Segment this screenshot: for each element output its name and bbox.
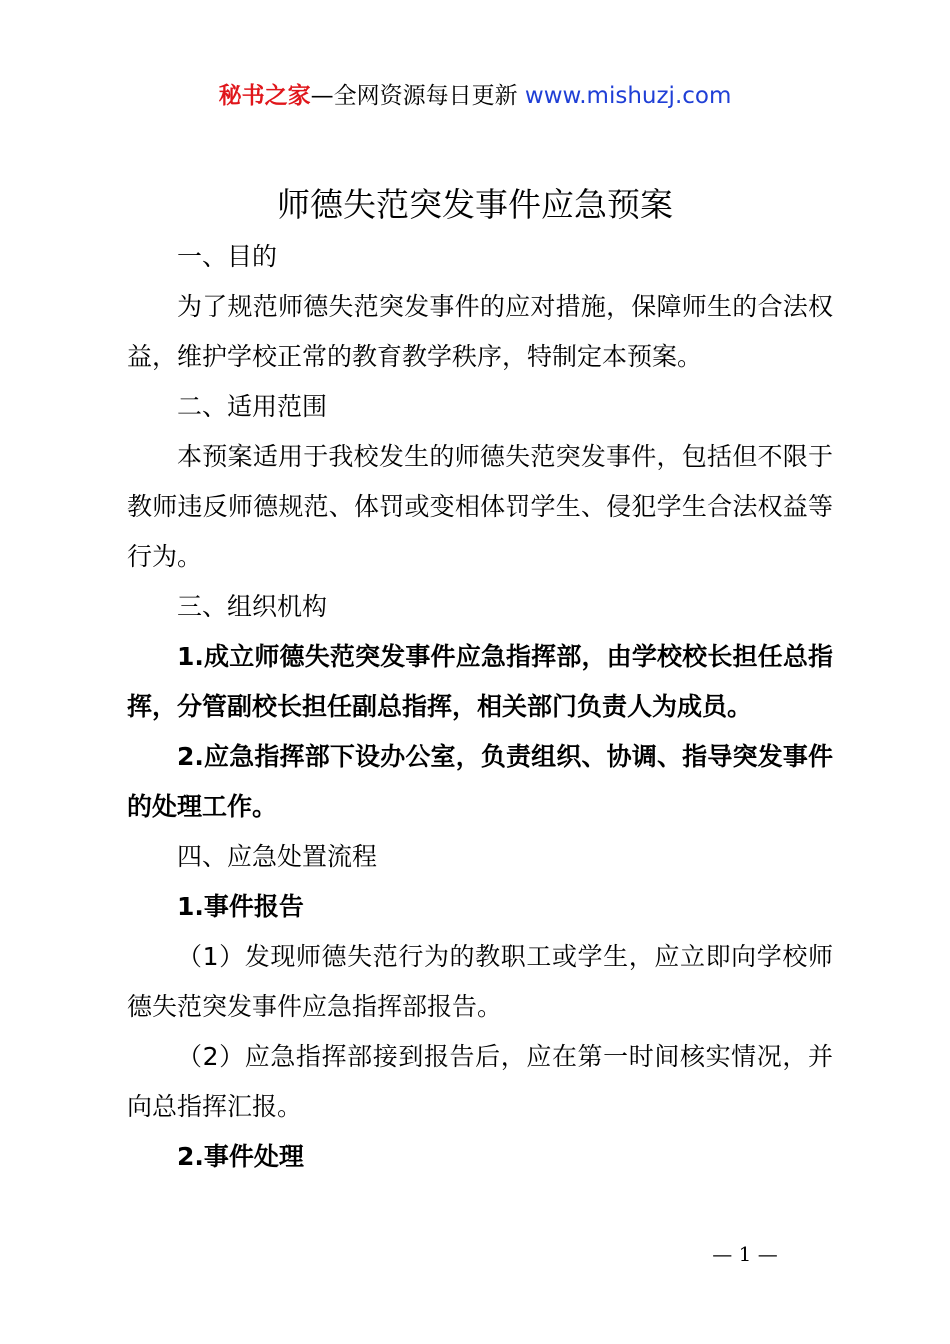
paragraph-report-2: （2）应急指挥部接到报告后，应在第一时间核实情况，并向总指挥汇报。	[127, 1042, 833, 1121]
site-url: www.mishuzj.com	[524, 83, 732, 109]
subheading-event-handling: 2.事件处理	[177, 1142, 304, 1171]
paragraph-organization-2: 2.应急指挥部下设办公室，负责组织、协调、指导突发事件的处理工作。	[127, 742, 833, 821]
subheading-event-report: 1.事件报告	[177, 892, 304, 921]
section-heading-organization: 三、组织机构	[177, 592, 328, 621]
paragraph-scope: 本预案适用于我校发生的师德失范突发事件，包括但不限于教师违反师德规范、体罚或变相体罚学生、侵犯学生合法权益等行为。	[127, 442, 833, 571]
site-header	[0, 80, 950, 112]
paragraph-purpose: 为了规范师德失范突发事件的应对措施，保障师生的合法权益，维护学校正常的教育教学秩序，特制定本预案。	[127, 292, 833, 371]
site-slogan: —全网资源每日更新	[310, 83, 518, 109]
section-heading-purpose: 一、目的	[177, 242, 278, 271]
site-brand: 秘书之家	[218, 83, 311, 109]
document-body	[127, 232, 833, 1182]
paragraph-report-1: （1）发现师德失范行为的教职工或学生，应立即向学校师德失范突发事件应急指挥部报告。	[127, 942, 833, 1021]
paragraph-organization-1: 1.成立师德失范突发事件应急指挥部，由学校校长担任总指挥，分管副校长担任副总指挥，相关部门负责人为成员。	[127, 642, 833, 721]
section-heading-procedure: 四、应急处置流程	[177, 842, 378, 871]
page-number: — 1 —	[712, 1242, 778, 1266]
document-title: 师德失范突发事件应急预案	[277, 185, 673, 224]
section-heading-scope: 二、适用范围	[177, 392, 328, 421]
